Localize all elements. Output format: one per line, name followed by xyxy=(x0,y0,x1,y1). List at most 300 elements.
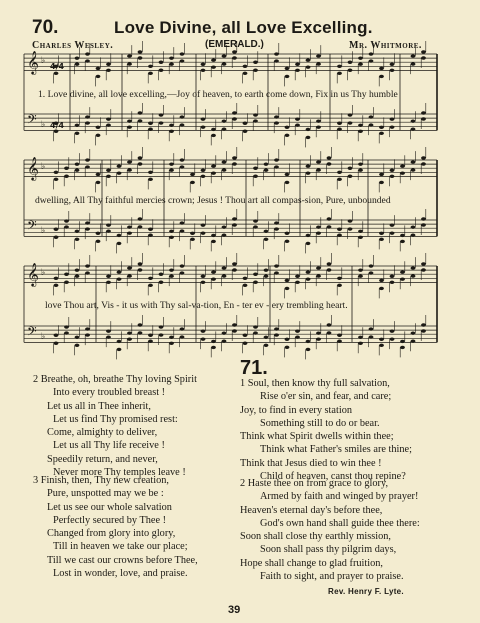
note-head xyxy=(285,240,290,243)
note-head xyxy=(127,62,132,65)
treble-clef-icon: 𝄞 xyxy=(27,156,39,180)
note-head xyxy=(369,59,374,62)
note-head xyxy=(201,231,206,234)
note-head xyxy=(138,119,143,122)
note-head xyxy=(316,126,321,129)
note-head xyxy=(222,234,227,237)
note-head xyxy=(180,264,185,267)
note-head xyxy=(337,340,342,343)
note-head xyxy=(211,134,216,137)
note-head xyxy=(180,221,185,224)
note-head xyxy=(180,327,185,330)
note-head xyxy=(232,111,237,114)
note-head xyxy=(148,128,153,131)
note-head xyxy=(96,240,101,243)
note-head xyxy=(54,334,59,337)
note-head xyxy=(316,160,321,163)
note-head xyxy=(306,278,311,281)
note-head xyxy=(411,160,416,163)
note-head xyxy=(379,75,384,78)
verse-line: God's own hand shall guide thee there: xyxy=(260,517,420,529)
note-head xyxy=(337,234,342,237)
note-head xyxy=(180,165,185,168)
note-head xyxy=(211,240,216,243)
note-head xyxy=(264,230,269,233)
note-head xyxy=(243,342,248,345)
note-head xyxy=(337,128,342,131)
note-head xyxy=(306,165,311,168)
note-head xyxy=(285,134,290,137)
verse-line: 2 Haste thee on from grace to glory, xyxy=(240,478,389,489)
note-head xyxy=(253,219,258,222)
hymn71-verse-1 xyxy=(240,377,412,483)
note-head xyxy=(274,121,279,124)
note-head xyxy=(379,232,384,235)
note-head xyxy=(211,66,216,69)
bass-clef-icon: 𝄢 xyxy=(27,218,37,236)
note-head xyxy=(421,156,426,159)
note-head xyxy=(264,274,269,277)
verse-line: Soon shall pass thy pilgrim days, xyxy=(260,544,397,556)
note-head xyxy=(358,274,363,277)
note-head xyxy=(253,61,258,64)
note-head xyxy=(285,346,290,349)
time-signature: 4/4 xyxy=(50,121,65,130)
note-head xyxy=(117,242,122,245)
note-head xyxy=(148,277,153,280)
note-head xyxy=(180,115,185,118)
note-head xyxy=(264,344,269,347)
hymn-author: Rev. Henry F. Lyte. xyxy=(328,587,404,596)
verse-line: Let us see our whole salvation xyxy=(47,501,172,513)
note-head xyxy=(316,168,321,171)
note-head xyxy=(348,61,353,64)
note-head xyxy=(75,268,80,271)
note-head xyxy=(253,273,258,276)
note-head xyxy=(390,63,395,66)
verse-line: Into every troubled breast ! xyxy=(53,387,166,399)
note-head xyxy=(400,165,405,168)
time-signature: 4/4 xyxy=(50,62,65,71)
hymn-71-number: 71. xyxy=(240,357,268,379)
note-head xyxy=(169,342,174,345)
note-head xyxy=(253,325,258,328)
note-head xyxy=(411,274,416,277)
note-head xyxy=(337,334,342,337)
note-head xyxy=(148,228,153,231)
note-head xyxy=(285,75,290,78)
verse-line: Something still to do or bear. xyxy=(260,417,380,429)
note-head xyxy=(327,262,332,265)
note-head xyxy=(274,264,279,267)
note-head xyxy=(421,329,426,332)
verse-line: Heaven's eternal day's before thee, xyxy=(240,504,383,516)
note-head xyxy=(253,331,258,334)
note-head xyxy=(222,274,227,277)
verse-line: 1 Soul, then know thy full salvation, xyxy=(240,378,390,389)
note-head xyxy=(400,240,405,243)
note-head xyxy=(85,52,90,55)
note-head xyxy=(285,67,290,70)
verse-line: Child of heaven, canst thou repine? xyxy=(260,470,406,482)
note-head xyxy=(274,333,279,336)
note-head xyxy=(159,69,164,72)
verse-line: Till we cast our crowns before Thee, xyxy=(47,554,198,566)
note-head xyxy=(295,329,300,332)
note-head xyxy=(222,266,227,269)
note-head xyxy=(190,173,195,176)
treble-clef-icon: 𝄞 xyxy=(27,262,39,286)
note-head xyxy=(75,124,80,127)
note-head xyxy=(243,277,248,280)
note-head xyxy=(211,234,216,237)
note-head xyxy=(138,50,143,53)
note-head xyxy=(222,54,227,57)
note-head xyxy=(180,158,185,161)
note-head xyxy=(54,342,59,345)
note-head xyxy=(85,271,90,274)
verse-line: Let us find Thy promised rest: xyxy=(53,413,178,425)
bass-clef-icon: 𝄢 xyxy=(27,324,37,342)
note-head xyxy=(169,336,174,339)
note-head xyxy=(169,236,174,239)
note-head xyxy=(64,281,69,284)
note-head xyxy=(222,120,227,123)
note-head xyxy=(159,325,164,328)
note-head xyxy=(148,284,153,287)
note-head xyxy=(148,65,153,68)
note-head xyxy=(327,225,332,228)
note-head xyxy=(295,335,300,338)
note-head xyxy=(222,332,227,335)
note-head xyxy=(253,281,258,284)
note-head xyxy=(85,227,90,230)
note-head xyxy=(64,273,69,276)
hymn70-verse-3 xyxy=(33,474,198,580)
note-head xyxy=(348,219,353,222)
note-head xyxy=(138,217,143,220)
note-head xyxy=(337,122,342,125)
note-head xyxy=(348,167,353,170)
note-head xyxy=(75,56,80,59)
note-head xyxy=(306,271,311,274)
note-head xyxy=(127,226,132,229)
note-head xyxy=(253,175,258,178)
note-head xyxy=(64,225,69,228)
note-head xyxy=(96,75,101,78)
note-head xyxy=(201,275,206,278)
note-head xyxy=(316,226,321,229)
note-head xyxy=(222,62,227,65)
note-head xyxy=(411,332,416,335)
hymn71-verse-2 xyxy=(240,477,420,583)
note-head xyxy=(138,162,143,165)
note-head xyxy=(358,130,363,133)
note-head xyxy=(211,59,216,62)
note-head xyxy=(421,268,426,271)
note-head xyxy=(369,115,374,118)
note-head xyxy=(201,337,206,340)
note-head xyxy=(106,63,111,66)
note-head xyxy=(180,123,185,126)
note-head xyxy=(211,340,216,343)
note-head xyxy=(117,172,122,175)
note-head xyxy=(337,72,342,75)
note-head xyxy=(285,126,290,129)
tune-name: (EMERALD.) xyxy=(205,39,264,50)
note-head xyxy=(264,336,269,339)
note-head xyxy=(369,123,374,126)
note-head xyxy=(117,271,122,274)
note-head xyxy=(201,117,206,120)
note-head xyxy=(85,221,90,224)
note-head xyxy=(379,338,384,341)
note-head xyxy=(148,122,153,125)
note-head xyxy=(96,232,101,235)
lyric-line-1: 1. Love divine, all love excelling,—Joy of heaven, to earth come down, Fix in us Thy humble xyxy=(38,89,398,100)
note-head xyxy=(369,327,374,330)
note-head xyxy=(138,331,143,334)
note-head xyxy=(148,340,153,343)
note-head xyxy=(138,111,143,114)
note-head xyxy=(390,169,395,172)
note-head xyxy=(169,274,174,277)
note-head xyxy=(169,162,174,165)
note-head xyxy=(85,121,90,124)
note-head xyxy=(106,123,111,126)
note-head xyxy=(232,162,237,165)
verse-line: Changed from glory into glory, xyxy=(47,528,176,539)
note-head xyxy=(106,117,111,120)
note-head xyxy=(201,125,206,128)
note-head xyxy=(243,72,248,75)
note-head xyxy=(253,119,258,122)
note-head xyxy=(327,268,332,271)
note-head xyxy=(211,346,216,349)
note-head xyxy=(190,232,195,235)
note-head xyxy=(148,72,153,75)
flat-icon: ♭ xyxy=(41,56,46,66)
verse-line: 2 Breathe, oh, breathe Thy loving Spirit xyxy=(33,374,197,385)
note-head xyxy=(379,287,384,290)
music-credit: Mr. Whitmore. xyxy=(349,40,422,51)
note-head xyxy=(180,335,185,338)
note-head xyxy=(148,234,153,237)
note-head xyxy=(243,122,248,125)
note-head xyxy=(369,264,374,267)
note-head xyxy=(64,167,69,170)
note-head xyxy=(169,124,174,127)
note-head xyxy=(75,238,80,241)
note-head xyxy=(421,56,426,59)
note-head xyxy=(127,332,132,335)
note-head xyxy=(306,340,311,343)
note-head xyxy=(106,175,111,178)
note-head xyxy=(127,338,132,341)
note-head xyxy=(327,162,332,165)
note-head xyxy=(348,121,353,124)
note-head xyxy=(411,128,416,131)
note-head xyxy=(316,266,321,269)
note-head xyxy=(222,160,227,163)
note-head xyxy=(411,120,416,123)
note-head xyxy=(232,268,237,271)
note-head xyxy=(222,340,227,343)
note-head xyxy=(295,281,300,284)
composer-credit: Charles Wesley. xyxy=(32,40,114,51)
note-head xyxy=(96,67,101,70)
note-head xyxy=(264,168,269,171)
note-head xyxy=(117,234,122,237)
note-head xyxy=(54,228,59,231)
note-head xyxy=(390,337,395,340)
note-head xyxy=(369,52,374,55)
note-head xyxy=(201,69,206,72)
note-head xyxy=(243,65,248,68)
note-head xyxy=(148,334,153,337)
note-head xyxy=(306,136,311,139)
note-head xyxy=(85,264,90,267)
note-head xyxy=(316,54,321,57)
note-head xyxy=(54,171,59,174)
note-head xyxy=(295,63,300,66)
note-head xyxy=(316,332,321,335)
note-head xyxy=(211,172,216,175)
note-head xyxy=(148,178,153,181)
note-head xyxy=(306,348,311,351)
note-head xyxy=(222,168,227,171)
note-head xyxy=(421,50,426,53)
note-head xyxy=(54,284,59,287)
note-head xyxy=(358,268,363,271)
note-head xyxy=(117,278,122,281)
verse-line: Speedily return, and never, xyxy=(47,453,158,465)
note-head xyxy=(117,348,122,351)
note-head xyxy=(85,158,90,161)
note-head xyxy=(295,117,300,120)
verse-line: Faith to sight, and prayer to praise. xyxy=(260,570,404,582)
note-head xyxy=(232,117,237,120)
note-head xyxy=(75,62,80,65)
note-head xyxy=(379,279,384,282)
note-head xyxy=(379,132,384,135)
note-head xyxy=(285,338,290,341)
verse-line: Let us all Thy life receive ! xyxy=(53,440,165,452)
note-head xyxy=(201,281,206,284)
flat-icon: ♭ xyxy=(41,332,46,342)
note-head xyxy=(211,271,216,274)
note-head xyxy=(285,287,290,290)
note-head xyxy=(232,223,237,226)
treble-clef-icon: 𝄞 xyxy=(27,50,39,74)
note-head xyxy=(232,50,237,53)
note-head xyxy=(421,262,426,265)
note-head xyxy=(379,126,384,129)
note-head xyxy=(327,331,332,334)
note-head xyxy=(274,221,279,224)
note-head xyxy=(232,217,237,220)
note-head xyxy=(127,160,132,163)
note-head xyxy=(327,323,332,326)
note-head xyxy=(243,284,248,287)
note-head xyxy=(274,165,279,168)
note-head xyxy=(106,281,111,284)
note-head xyxy=(421,117,426,120)
note-head xyxy=(400,346,405,349)
verse-line: Till in heaven we take our place; xyxy=(53,541,188,553)
note-head xyxy=(96,126,101,129)
note-head xyxy=(421,223,426,226)
verse-line: Think what Father's smiles are thine; xyxy=(260,444,412,456)
note-head xyxy=(337,171,342,174)
note-head xyxy=(337,277,342,280)
note-head xyxy=(75,274,80,277)
flat-icon: ♭ xyxy=(41,226,46,236)
note-head xyxy=(201,223,206,226)
note-head xyxy=(180,229,185,232)
note-head xyxy=(169,56,174,59)
note-head xyxy=(274,158,279,161)
note-head xyxy=(253,225,258,228)
note-head xyxy=(348,113,353,116)
note-head xyxy=(211,165,216,168)
note-head xyxy=(400,340,405,343)
verse-line: Armed by faith and winged by prayer! xyxy=(260,491,419,503)
note-head xyxy=(337,65,342,68)
note-head xyxy=(127,120,132,123)
note-head xyxy=(421,111,426,114)
note-head xyxy=(106,275,111,278)
note-head xyxy=(253,113,258,116)
note-head xyxy=(127,126,132,129)
note-head xyxy=(180,52,185,55)
note-head xyxy=(54,277,59,280)
note-head xyxy=(274,59,279,62)
note-head xyxy=(159,113,164,116)
lyric-line-3: love Thou art, Vis - it us with Thy sal-va-tion, En - ter ev - ery trembling heart. xyxy=(45,300,348,311)
note-head xyxy=(169,62,174,65)
note-head xyxy=(159,273,164,276)
note-head xyxy=(264,162,269,165)
note-head xyxy=(159,333,164,336)
note-head xyxy=(85,333,90,336)
note-head xyxy=(54,178,59,181)
note-head xyxy=(190,181,195,184)
note-head xyxy=(159,281,164,284)
note-head xyxy=(201,63,206,66)
note-head xyxy=(232,156,237,159)
note-head xyxy=(127,232,132,235)
note-head xyxy=(138,268,143,271)
note-head xyxy=(264,268,269,271)
note-head xyxy=(106,169,111,172)
note-head xyxy=(411,266,416,269)
note-head xyxy=(180,271,185,274)
note-head xyxy=(243,334,248,337)
note-head xyxy=(138,56,143,59)
note-head xyxy=(295,275,300,278)
note-head xyxy=(400,271,405,274)
verse-line: Joy, to find in every station xyxy=(240,404,353,416)
verse-line: Hope shall change to glad fruition, xyxy=(240,557,383,569)
note-head xyxy=(411,62,416,65)
note-head xyxy=(400,172,405,175)
note-head xyxy=(358,124,363,127)
note-head xyxy=(64,331,69,334)
note-head xyxy=(54,130,59,133)
note-head xyxy=(390,281,395,284)
hymn-number: 70. xyxy=(32,17,59,38)
